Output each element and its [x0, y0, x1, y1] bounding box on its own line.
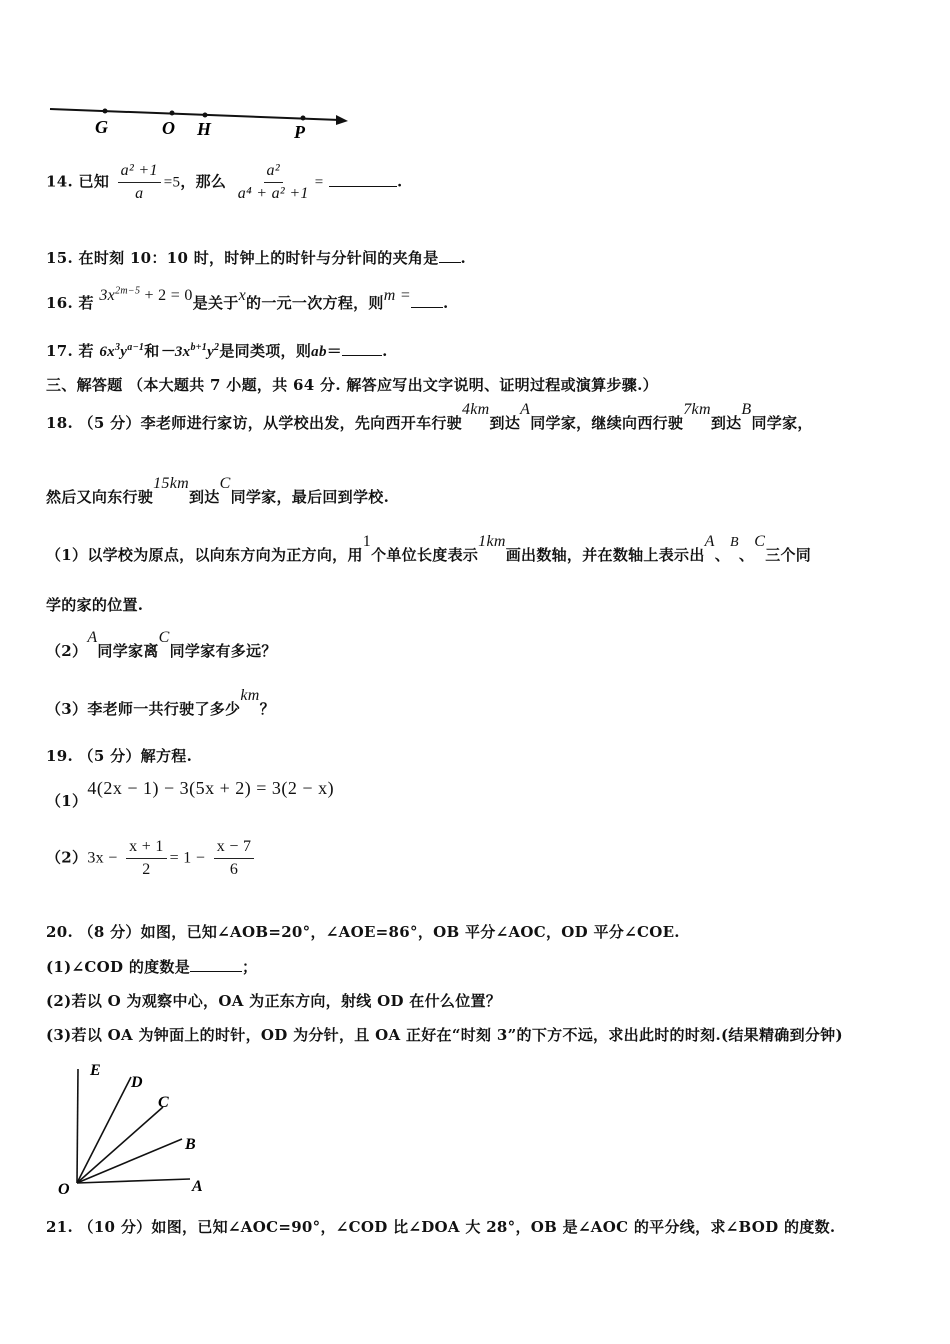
question-19-part-2: （2）3x − $\frac{x + 1}{2}$ = 1 − $\frac{x - 7}{6}$ — [46, 838, 257, 879]
label-o: O — [162, 118, 175, 138]
question-18-part-3: （3）李老师一共行驶了多少km？ — [46, 687, 275, 718]
label-p: P — [294, 122, 305, 142]
question-21: 21. （10 分）如图，已知∠AOC=90°，∠COD 比∠DOA 大 28°，OB 是∠AOC 的平分线，求∠BOD 的度数. — [46, 1218, 836, 1236]
label-e: E — [90, 1062, 101, 1079]
label-a: A — [192, 1178, 203, 1195]
question-20-part-1: (1)∠COD 的度数是 ； — [46, 958, 258, 976]
question-15: 15. 在时刻 10：10 时，时钟上的时针与分针间的夹角是 . — [46, 249, 467, 267]
fraction-2: $\frac{\text{a²}}{\text{a⁴ + a² +1}}$ — [237, 162, 309, 202]
section-3-header: 三、解答题 （本大题共 7 小题，共 64 分. 解答应写出文字说明、证明过程或演算步骤.） — [46, 376, 658, 394]
answer-blank-16[interactable] — [411, 293, 443, 308]
angle-figure — [50, 1055, 220, 1205]
label-o: O — [58, 1181, 70, 1198]
label-c: C — [158, 1094, 169, 1111]
question-18-line-1: 18. （5 分）李老师进行家访，从学校出发，先向西开车行驶4km到达A同学家，继续向西行驶7km到达B同学家， — [46, 401, 813, 432]
answer-blank-15[interactable] — [439, 248, 461, 263]
label-g: G — [95, 117, 108, 137]
question-19-part-1: （1）4(2x − 1) − 3(5x + 2) = 3(2 − x) — [46, 778, 335, 810]
question-20-part-3: (3)若以 OA 为钟面上的时针，OD 为分针，且 OA 正好在“时刻 3”的下方不远，求出此时的时刻.(结果精确到分钟) — [46, 1026, 843, 1044]
question-18-line-2: 然后又向东行驶15km到达C同学家，最后回到学校. — [46, 475, 390, 506]
answer-blank-17[interactable] — [342, 341, 382, 356]
question-20-title: 20. （8 分）如图，已知∠AOB=20°，∠AOE=86°，OB 平分∠AOC，OD 平分∠COE. — [46, 923, 680, 941]
label-d: D — [131, 1074, 143, 1091]
question-16: 16. 若 $3x^{2m-5} + 2 = 0$是关于x的一元一次方程，则m = . — [46, 285, 449, 312]
question-17: 17. 若 $6x^3y^{a-1}$和$-3x^{b+1}y^2$是同类项，则ab＝ . — [46, 342, 388, 360]
question-20-part-2: (2)若以 O 为观察中心，OA 为正东方向，射线 OD 在什么位置？ — [46, 992, 502, 1010]
fraction-1: $\frac{\text{a² +1}}{a}$ — [118, 162, 161, 203]
number-line-figure — [40, 100, 360, 145]
question-18-part-1-cont: 学的家的位置. — [46, 596, 144, 614]
label-b: B — [185, 1136, 196, 1153]
label-h: H — [197, 119, 212, 139]
answer-blank-20[interactable] — [190, 957, 242, 972]
question-14: 14. 已知 $\frac{\text{a² +1}}{a}$ =5，那么 $\frac{\text{a²}}{\text{a⁴ + a² +1}}$ = . — [46, 162, 403, 202]
fraction-x-minus-7: $\frac{x - 7}{6}$ — [214, 838, 255, 879]
question-18-part-1: （1）以学校为原点，以向东方向为正方向，用1个单位长度表示1km画出数轴，并在数轴上表示出A、B、C三个同 — [46, 533, 812, 564]
fraction-x-plus-1: $\frac{x + 1}{2}$ — [126, 838, 167, 879]
answer-blank-14[interactable] — [329, 172, 397, 187]
question-18-part-2: （2）A同学家离C同学家有多远？ — [46, 629, 277, 660]
question-19-title: 19. （5 分）解方程. — [46, 747, 193, 765]
